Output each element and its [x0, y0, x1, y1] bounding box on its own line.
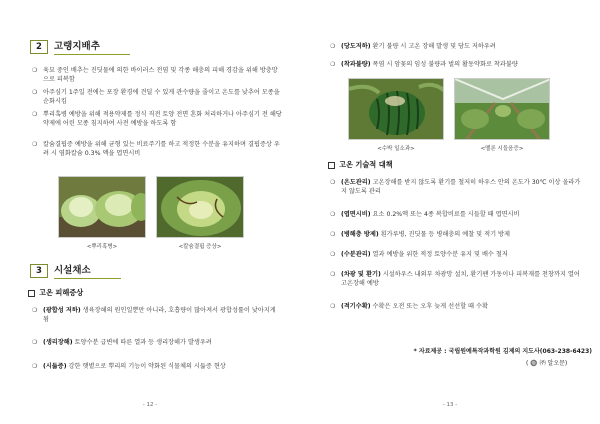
list-item: ❍ (생리장해) 토양수분 급변에 따른 열과 등 생리장해가 발생우려: [32, 339, 212, 346]
clubroot-photo: [58, 176, 146, 238]
greenhouse-image: [455, 79, 550, 140]
page-number: - 12 -: [142, 402, 158, 408]
section-title: 고랭지배추: [54, 38, 130, 55]
list-item: ❍ (착과불량) 폭염 시 암꽃의 임성 불량과 벌의 활동약화로 착과불량: [330, 61, 518, 68]
photo-caption: <수박 일소과>: [377, 146, 415, 152]
section-number: 3: [30, 264, 48, 278]
square-bullet-icon: [28, 290, 35, 297]
subsection-heading: 고온 기술적 대책: [328, 160, 393, 170]
right-page: [300, 0, 600, 424]
photo-caption: <뿌리혹병>: [86, 244, 118, 250]
watermelon-image: [349, 79, 444, 140]
list-item: ❍ 칼슘결핍증 예방을 위해 균형 있는 비료주기를 하고 적정한 수분을 유지하며 결핍증상 우려 시 염화칼슘 0.3% 액을 엽면시비: [32, 141, 280, 157]
square-bullet-icon: [328, 162, 335, 169]
list-item: ❍ (수분관리) 열과 예방을 위한 적정 토양수분 유지 및 배수 철저: [330, 251, 508, 258]
cabbage-leaf-image: [157, 177, 244, 238]
photo-caption: <멜론 시들음증>: [480, 146, 524, 152]
section-3-header: [30, 262, 121, 279]
data-source-credit: * 자료제공 : 국립원예특작과학원 김제의 지도사(063-238-6423): [413, 348, 592, 355]
list-item: ❍ (병해충 방제) 흰가루병, 진딧물 등 병해충의 예찰 및 적기 방제: [330, 231, 510, 238]
section-2-header: [30, 38, 130, 55]
section-number: 2: [30, 40, 48, 54]
cabbage-image: [59, 177, 146, 238]
list-item: ❍ 육묘 중인 배추는 진딧물에 의한 바이러스 전염 및 각종 해충의 피해 경감을 위해 방충망으로 피복함: [32, 67, 278, 83]
watermelon-sunscald-photo: [348, 78, 444, 140]
list-item: ❍ (당도저하) 환기 불량 시 고온 장해 발생 및 당도 저하우려: [330, 43, 496, 50]
photo-caption: <칼슘결핍 증상>: [178, 244, 222, 250]
list-item: ❍ (엽면시비) 요소 0.2%액 또는 4종 복합비료를 시들할 때 엽면시비: [330, 211, 520, 218]
page-number: - 13 -: [442, 402, 458, 408]
subsection-heading: 고온 피해증상: [28, 288, 83, 298]
list-item: ❍ 아주심기 1주일 전에는 포장 환경에 견딜 수 있게 관수량을 줄이고 온도를 낮추어 모종을 순화시킴: [32, 89, 280, 105]
list-item: ❍ 뿌리혹병 예방을 위해 적용약제를 정식 직전 토양 전면 혼화 처리하거나 아주심기 전 해당약제에 어린 모종 침지하여 사전 예방을 하도록 함: [32, 111, 282, 127]
melon-wilt-photo: [454, 78, 550, 140]
list-item: ❍ (온도관리) 고온장해를 받지 않도록 환기를 철저히 하우스 안의 온도가 30℃ 이상 올라가지 않도록 관리: [330, 179, 581, 195]
credit-logo: ( 🔘 ㈜ 알오문): [526, 360, 568, 367]
list-item: ❍ (적기수확) 수확은 오전 또는 오후 늦게 선선할 때 수확: [330, 303, 488, 310]
list-item: ❍ (차광 및 환기) 시설하우스 내외부 차광망 설치, 환기팬 가동이나 피복재를 천창까지 열어 고온장해 예방: [330, 271, 580, 287]
calcium-deficiency-photo: [156, 176, 244, 238]
section-title: 시설채소: [54, 262, 121, 279]
list-item: ❍ (시듦증) 강한 햇볕으로 뿌리의 기능이 약화된 식물체의 시듦증 현상: [32, 363, 226, 370]
list-item: ❍ (광합성 저하) 생육장해의 원인일뿐만 아니라, 호흡량이 많아져서 광합성률이 낮아지게 됨: [32, 307, 276, 323]
